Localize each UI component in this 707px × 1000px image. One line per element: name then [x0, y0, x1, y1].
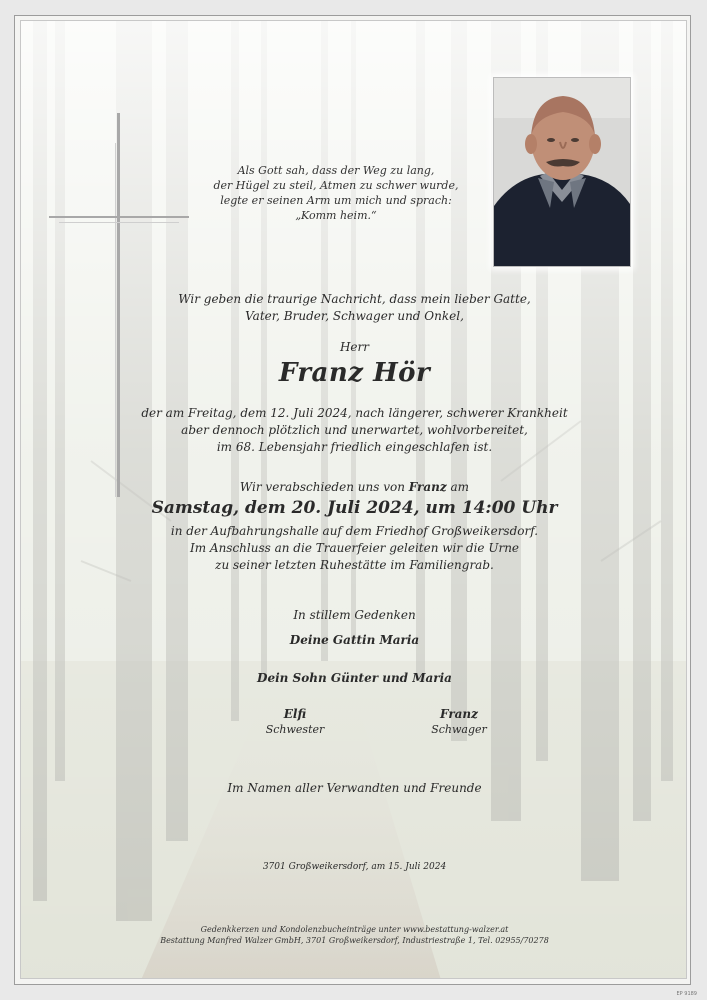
- death-notice-line: im 68. Lebensjahr friedlich eingeschlafen ist.: [216, 440, 493, 454]
- death-notice-line: der am Freitag, dem 12. Juli 2024, nach längerer, schwerer Krankheit: [141, 406, 568, 420]
- portrait-image: [494, 78, 630, 266]
- portrait-photo: [493, 77, 631, 267]
- mourners-intro: In stillem Gedenken: [293, 608, 416, 622]
- death-notice-line: aber dennoch plötzlich und unerwartet, wohlvorbereitet,: [181, 423, 528, 437]
- mourner-son: Dein Sohn Günter und Maria: [257, 671, 452, 685]
- poem-line: „Komm heim.“: [295, 209, 377, 222]
- announcement-line: Vater, Bruder, Schwager und Onkel,: [245, 309, 464, 323]
- mourner-relative: [399, 707, 519, 737]
- ceremony-detail-line: Im Anschluss an die Trauerfeier geleiten wir die Urne: [189, 541, 520, 555]
- poem-line: Als Gott sah, dass der Weg zu lang,: [237, 164, 435, 177]
- poem-line: der Hügel zu steil, Atmen zu schwer wurde,: [213, 179, 459, 192]
- place-date: 3701 Großweikersdorf, am 15. Juli 2024: [262, 862, 447, 872]
- relative-name: Franz: [440, 707, 478, 721]
- obituary-card: [20, 20, 687, 979]
- announcement-line: Wir geben die traurige Nachricht, dass mein lieber Gatte,: [178, 292, 531, 306]
- farewell-name: Franz: [408, 480, 447, 494]
- document-code: EP 9189: [676, 991, 697, 997]
- ceremony-detail-line: in der Aufbahrungshalle auf dem Friedhof Großweikersdorf.: [170, 524, 539, 538]
- poem: [186, 163, 486, 223]
- footer-website-line: Gedenkkerzen und Kondolenzbucheinträge unter www.bestattung-walzer.at: [200, 925, 509, 934]
- ceremony-detail-line: zu seiner letzten Ruhestätte im Familiengrab.: [215, 558, 494, 572]
- footer-address-line: Bestattung Manfred Walzer GmbH, 3701 Großweikersdorf, Industriestraße 1, Tel. 02955/70278: [160, 936, 549, 945]
- deceased-name: Franz Hör: [278, 358, 431, 388]
- mourners-closing: Im Namen aller Verwandten und Freunde: [227, 781, 482, 795]
- farewell-prefix: Wir verabschieden uns von: [239, 480, 409, 494]
- salutation: Herr: [339, 340, 370, 354]
- relative-role: Schwager: [431, 723, 487, 736]
- mourner-relative: [235, 707, 355, 737]
- mourner-wife: Deine Gattin Maria: [289, 633, 420, 647]
- farewell-suffix: am: [446, 480, 470, 494]
- relative-name: Elfi: [283, 707, 307, 721]
- ceremony-date: Samstag, dem 20. Juli 2024, um 14:00 Uhr: [151, 498, 558, 518]
- farewell-line: [21, 479, 687, 495]
- poem-line: legte er seinen Arm um mich und sprach:: [220, 194, 452, 207]
- relative-role: Schwester: [265, 723, 325, 736]
